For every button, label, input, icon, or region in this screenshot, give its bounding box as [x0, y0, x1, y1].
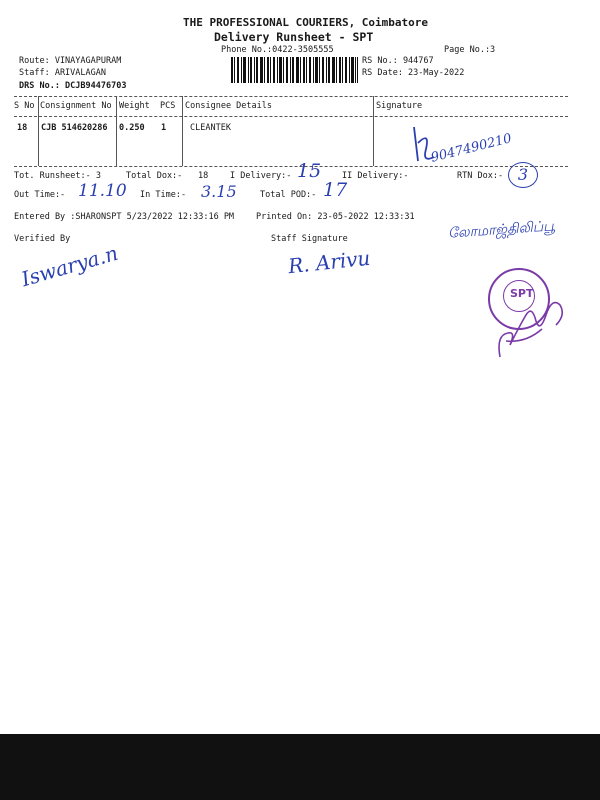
tamil-handwritten-note: லோமாஜ்திலிப்பூ: [447, 218, 556, 242]
staff: Staff: ARIVALAGAN: [19, 68, 106, 78]
staff-signature-label: Staff Signature: [271, 234, 348, 244]
printed-on: Printed On: 23-05-2022 12:33:31: [256, 212, 415, 222]
drs-number: DRS No.: DCJB94476703: [19, 81, 127, 91]
staff-signature-handwritten: R. Arivu: [286, 245, 372, 279]
recipient-phone-handwritten: 9047490210: [429, 131, 514, 166]
rtn-dox-label: RTN Dox:-: [457, 171, 504, 181]
table-header-rule: [14, 116, 568, 117]
row-consignment: CJB 514620286: [41, 123, 108, 133]
entered-by: Entered By :SHARONSPT 5/23/2022 12:33:16 PM: [14, 212, 235, 222]
col-divider: [116, 96, 117, 166]
col-header-pcs: PCS: [160, 101, 176, 111]
col-header-signature: Signature: [376, 101, 423, 111]
row-pcs: 1: [161, 123, 167, 133]
total-dox-label: Total Dox:-: [126, 171, 183, 181]
row-sno: 18: [17, 123, 28, 133]
ii-delivery-label: II Delivery:-: [342, 171, 409, 181]
col-divider: [373, 96, 374, 166]
row-weight: 0.250: [119, 123, 145, 133]
col-header-weight: Weight: [119, 101, 150, 111]
total-pod-label: Total POD:-: [260, 190, 317, 200]
barcode: [231, 57, 358, 83]
tot-runsheet: Tot. Runsheet:- 3: [14, 171, 101, 181]
company-name: THE PROFESSIONAL COURIERS, Coimbatore: [183, 16, 429, 29]
out-time-value: 11.10: [78, 181, 127, 201]
route: Route: VINAYAGAPURAM: [19, 56, 122, 66]
verified-by-label: Verified By: [14, 234, 71, 244]
table-bottom-rule: [14, 166, 568, 167]
col-header-consignment: Consignment No: [40, 101, 112, 111]
verified-by-signature: Iswarya.n: [18, 240, 121, 292]
in-time-value: 3.15: [201, 182, 237, 201]
out-time-label: Out Time:-: [14, 190, 66, 200]
row-consignee: CLEANTEK: [190, 123, 231, 133]
document-title: Delivery Runsheet - SPT: [214, 30, 374, 44]
total-dox-value: 18: [198, 171, 209, 181]
col-header-sno: S No: [14, 101, 35, 111]
i-delivery-value: 15: [297, 160, 322, 182]
rtn-dox-value: 3: [508, 162, 538, 188]
page-number: Page No.:3: [444, 45, 496, 55]
col-header-consignee: Consignee Details: [185, 101, 272, 111]
phone-number: Phone No.:0422-3505555: [221, 45, 334, 55]
i-delivery-label: I Delivery:-: [230, 171, 292, 181]
table-top-rule: [14, 96, 568, 97]
scan-bottom-edge: [0, 734, 600, 800]
rs-date: RS Date: 23-May-2022: [362, 68, 465, 78]
col-divider: [182, 96, 183, 166]
col-divider: [38, 96, 39, 166]
rs-number: RS No.: 944767: [362, 56, 434, 66]
stamp-signature-scribble: [486, 285, 576, 363]
in-time-label: In Time:-: [140, 190, 187, 200]
spt-stamp-text: SPT: [510, 287, 534, 300]
total-pod-value: 17: [323, 179, 348, 201]
